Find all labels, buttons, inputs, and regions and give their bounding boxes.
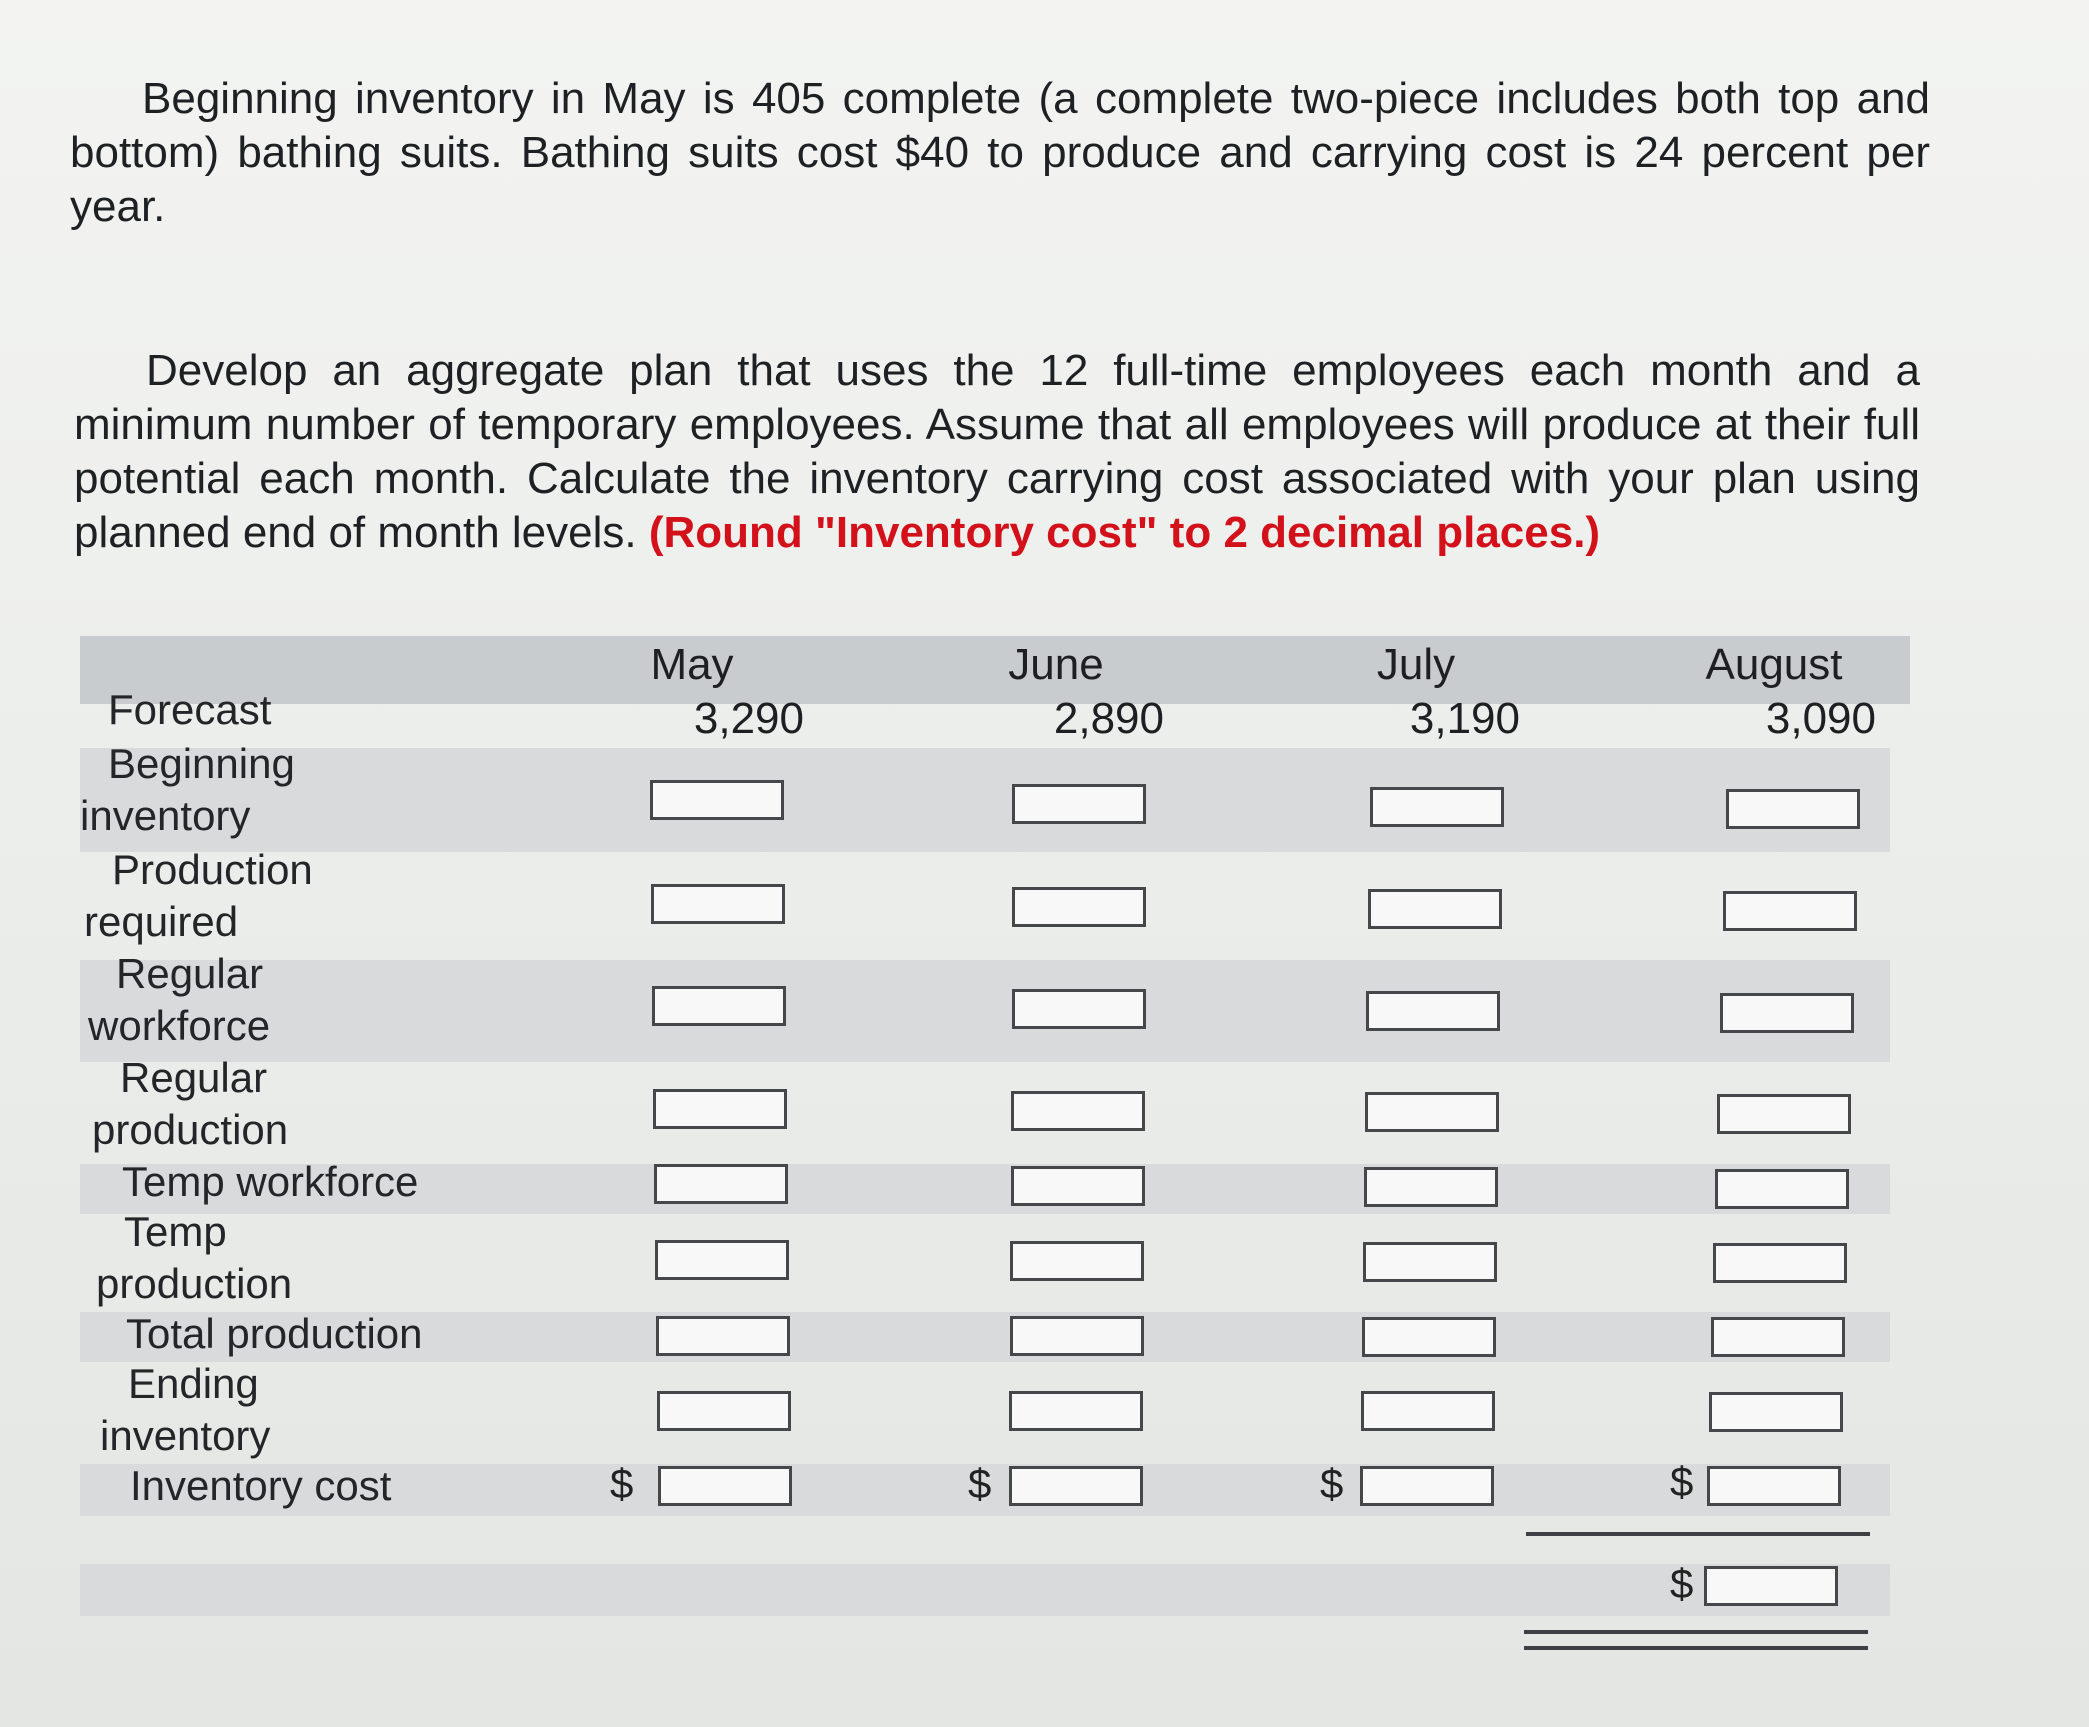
august-regular-workforce-input[interactable] — [1720, 993, 1854, 1033]
may-temp-production-input[interactable] — [655, 1240, 789, 1280]
august-production-required-input[interactable] — [1723, 891, 1857, 931]
june-total-production-input[interactable] — [1010, 1316, 1144, 1356]
instructions — [74, 344, 1920, 560]
row-band-beginning-inventory — [80, 748, 1890, 852]
may-regular-production-input[interactable] — [653, 1089, 787, 1129]
july-inventory-cost-input[interactable] — [1360, 1466, 1494, 1506]
month-header-august: August — [1705, 640, 1843, 689]
forecast-may: 3,290 — [693, 694, 804, 743]
row-band-total — [80, 1564, 1890, 1616]
month-header-july: July — [1376, 640, 1456, 689]
row-label-line2: inventory — [80, 792, 251, 839]
forecast-june: 2,890 — [1053, 694, 1164, 743]
may-ending-inventory-input[interactable] — [657, 1391, 791, 1431]
july-cost-currency: $ — [1320, 1460, 1344, 1507]
july-ending-inventory-input[interactable] — [1361, 1391, 1495, 1431]
total-cost-currency: $ — [1670, 1560, 1694, 1607]
july-temp-workforce-input[interactable] — [1364, 1167, 1498, 1207]
august-temp-workforce-input[interactable] — [1715, 1169, 1849, 1209]
may-temp-workforce-input[interactable] — [654, 1164, 788, 1204]
july-total-production-input[interactable] — [1362, 1317, 1496, 1357]
month-header-june: June — [1008, 640, 1104, 689]
row-label-total-production — [98, 1308, 423, 1360]
row-label-production-required — [84, 844, 313, 948]
total-inventory-cost-input[interactable] — [1704, 1566, 1838, 1606]
row-band-regular-workforce — [80, 960, 1890, 1062]
june-regular-production-input[interactable] — [1011, 1091, 1145, 1131]
june-temp-production-input[interactable] — [1010, 1241, 1144, 1281]
june-cost-currency: $ — [968, 1460, 992, 1507]
june-beginning-inventory-input[interactable] — [1012, 784, 1146, 824]
june-ending-inventory-input[interactable] — [1009, 1391, 1143, 1431]
row-label-line1: Temp — [124, 1208, 227, 1255]
may-total-production-input[interactable] — [656, 1316, 790, 1356]
row-label-line1: Inventory cost — [130, 1462, 392, 1509]
row-label-line1: Production — [112, 846, 313, 893]
may-production-required-input[interactable] — [651, 884, 785, 924]
row-label-temp-production — [96, 1206, 292, 1310]
june-inventory-cost-input[interactable] — [1009, 1466, 1143, 1506]
july-temp-production-input[interactable] — [1363, 1242, 1497, 1282]
june-temp-workforce-input[interactable] — [1011, 1166, 1145, 1206]
july-regular-production-input[interactable] — [1365, 1092, 1499, 1132]
row-label-line1: Regular — [120, 1054, 268, 1101]
row-label-regular-production — [92, 1052, 288, 1156]
august-beginning-inventory-input[interactable] — [1726, 789, 1860, 829]
august-ending-inventory-input[interactable] — [1709, 1392, 1843, 1432]
problem-statement-text: Beginning inventory in May is 405 complete (a complete two-piece includes both top and bottom) bathing suits. Bathing suits cost $40 to produce and carrying cost is 24 percent per year. — [70, 74, 1930, 231]
row-label-temp-workforce — [94, 1156, 418, 1208]
total-double-rule-top — [1524, 1630, 1868, 1634]
may-regular-workforce-input[interactable] — [652, 986, 786, 1026]
june-regular-workforce-input[interactable] — [1012, 989, 1146, 1029]
row-label-line2: production — [96, 1260, 293, 1307]
july-regular-workforce-input[interactable] — [1366, 991, 1500, 1031]
row-label-line2: required — [84, 898, 239, 945]
forecast-july: 3,190 — [1409, 694, 1520, 743]
total-double-rule-bottom — [1524, 1646, 1868, 1650]
row-label-ending-inventory — [100, 1358, 270, 1462]
row-label-regular-workforce — [88, 948, 270, 1052]
instructions-text: Develop an aggregate plan that uses the 12 full-time employees each month and a minimum number of temporary employees. Assume that all employees will produce at their full potential each month. Calculate the inventory carrying cost associated with your plan using planned end of month levels. — [74, 346, 1920, 557]
problem-statement — [70, 72, 1930, 234]
row-label-line2: inventory — [100, 1412, 271, 1459]
august-inventory-cost-input[interactable] — [1707, 1466, 1841, 1506]
june-production-required-input[interactable] — [1012, 887, 1146, 927]
forecast-august: 3,090 — [1765, 694, 1876, 743]
row-label-line1: Beginning — [108, 740, 295, 787]
forecast-label: Forecast — [108, 686, 272, 733]
row-label-beginning-inventory — [80, 738, 295, 842]
july-beginning-inventory-input[interactable] — [1370, 787, 1504, 827]
row-label-line1: Total production — [126, 1310, 423, 1357]
row-label-inventory-cost — [102, 1460, 391, 1512]
month-header-may: May — [650, 640, 734, 689]
row-label-line2: workforce — [88, 1002, 271, 1049]
august-regular-production-input[interactable] — [1717, 1094, 1851, 1134]
august-temp-production-input[interactable] — [1713, 1243, 1847, 1283]
row-label-line1: Ending — [128, 1360, 259, 1407]
row-label-line1: Temp workforce — [122, 1158, 419, 1205]
august-total-production-input[interactable] — [1711, 1317, 1845, 1357]
row-label-line1: Regular — [116, 950, 264, 997]
aggregate-plan-table — [80, 636, 1910, 1656]
rounding-note: (Round "Inventory cost" to 2 decimal places.) — [648, 508, 1601, 557]
may-beginning-inventory-input[interactable] — [650, 780, 784, 820]
row-label-line2: production — [92, 1106, 289, 1153]
july-production-required-input[interactable] — [1368, 889, 1502, 929]
subtotal-rule — [1526, 1532, 1870, 1536]
august-cost-currency: $ — [1670, 1458, 1694, 1505]
may-inventory-cost-input[interactable] — [658, 1466, 792, 1506]
may-cost-currency: $ — [610, 1460, 634, 1507]
